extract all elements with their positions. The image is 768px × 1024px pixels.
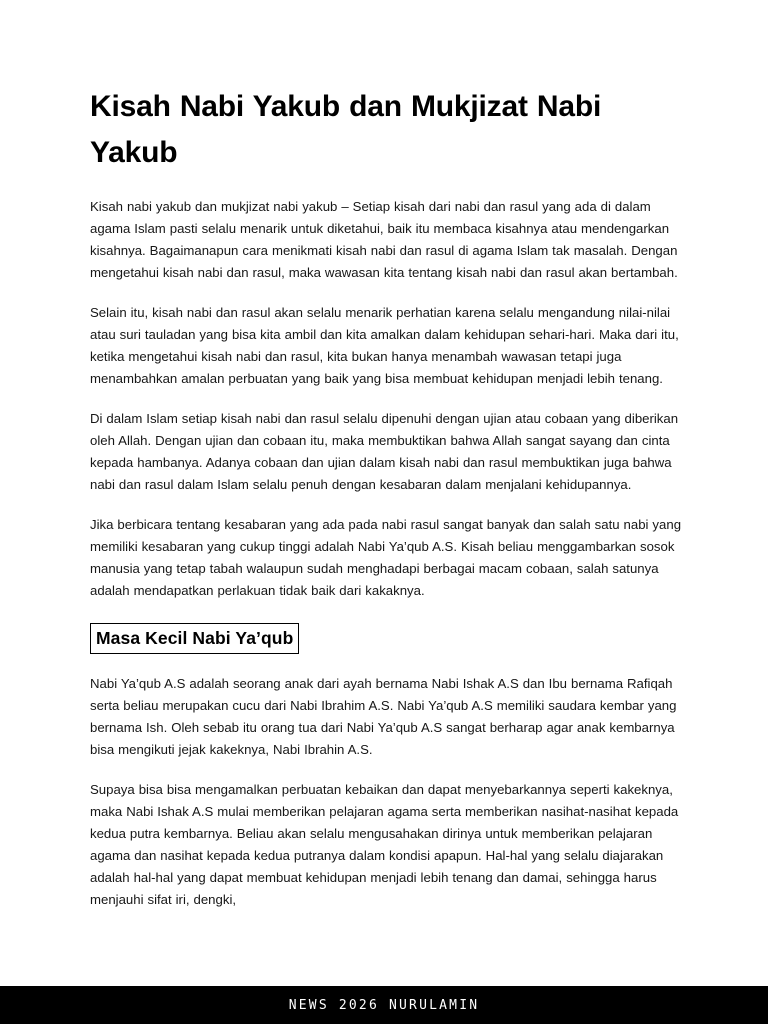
section-heading-wrapper: [90, 619, 682, 673]
paragraph-1: Kisah nabi yakub dan mukjizat nabi yakub – Setiap kisah dari nabi dan rasul yang ada di dalam agama Islam pasti selalu menarik untuk diketahui, baik itu membaca kisahnya atau mendengarkan kisahnya. Bagaimanapun cara menikmati kisah nabi dan rasul di agama Islam tak masalah. Dengan mengetahui kisah nabi dan rasul, maka wawasan kita tentang kisah nabi dan rasul akan bertambah.: [90, 199, 678, 280]
footer-watermark-text: NEWS 2026 NURULAMIN: [288, 997, 480, 1013]
paragraph-2: Selain itu, kisah nabi dan rasul akan selalu menarik perhatian karena selalu mengandung nilai-nilai atau suri tauladan yang bisa kita ambil dan kita amalkan dalam kehidupan sehari-hari. Maka dari itu, ketika mengetahui kisah nabi dan rasul, kita bukan hanya menambah wawasan tetapi juga menambahkan amalan perbuatan yang baik yang bisa membuat kehidupan menjadi lebih tenang.: [90, 305, 679, 386]
page-title: Kisah Nabi Yakub dan Mukjizat Nabi Yakub: [90, 90, 602, 169]
footer-bar: [0, 986, 768, 1024]
paragraph-3: Di dalam Islam setiap kisah nabi dan rasul selalu dipenuhi dengan ujian atau cobaan yang diberikan oleh Allah. Dengan ujian dan cobaan itu, maka membuktikan bahwa Allah sangat sayang dan cinta kepada hambanya. Adanya cobaan dan ujian dalam kisah nabi dan rasul membuktikan juga bahwa nabi dan rasul dalam Islam selalu penuh dengan kesabaran dalam menjalani kehidupannya.: [90, 411, 679, 492]
section-paragraph-2: Supaya bisa bisa mengamalkan perbuatan kebaikan dan dapat menyebarkannya seperti kakeknya, maka Nabi Ishak A.S mulai memberikan pelajaran agama serta memberikan nasihat-nasihat kepada kedua putra kembarnya. Beliau akan selalu mengusahakan dirinya untuk memberikan pelajaran agama dan nasihat kepada kedua putranya dalam kondisi apapun. Hal-hal yang selalu diajarakan adalah hal-hal yang dapat membuat kehidupan menjadi lebih tenang dan damai, sehingga harus menjauhi sifat iri, dengki,: [90, 782, 679, 907]
paragraph-4: Jika berbicara tentang kesabaran yang ada pada nabi rasul sangat banyak dan salah satu nabi yang memiliki kesabaran yang cukup tinggi adalah Nabi Ya’qub A.S. Kisah beliau menggambarkan sosok manusia yang tetap tabah walaupun sudah menghadapi berbagai macam cobaan, salah satunya adalah mendapatkan perlakuan tidak baik dari kakaknya.: [90, 517, 682, 598]
document-body: [90, 0, 682, 986]
section-paragraph-1: Nabi Ya’qub A.S adalah seorang anak dari ayah bernama Nabi Ishak A.S dan Ibu bernama Rafiqah serta beliau merupakan cucu dari Nabi Ibrahim A.S. Nabi Ya’qub A.S memiliki saudara kembar yang bernama Ish. Oleh sebab itu orang tua dari Nabi Ya’qub A.S sangat berharap agar anak kembarnya bisa mengikuti jejak kakeknya, Nabi Ibrahin A.S.: [90, 676, 677, 757]
section-heading-masa-kecil-nabi-yaqub: Masa Kecil Nabi Ya’qub: [90, 623, 299, 654]
